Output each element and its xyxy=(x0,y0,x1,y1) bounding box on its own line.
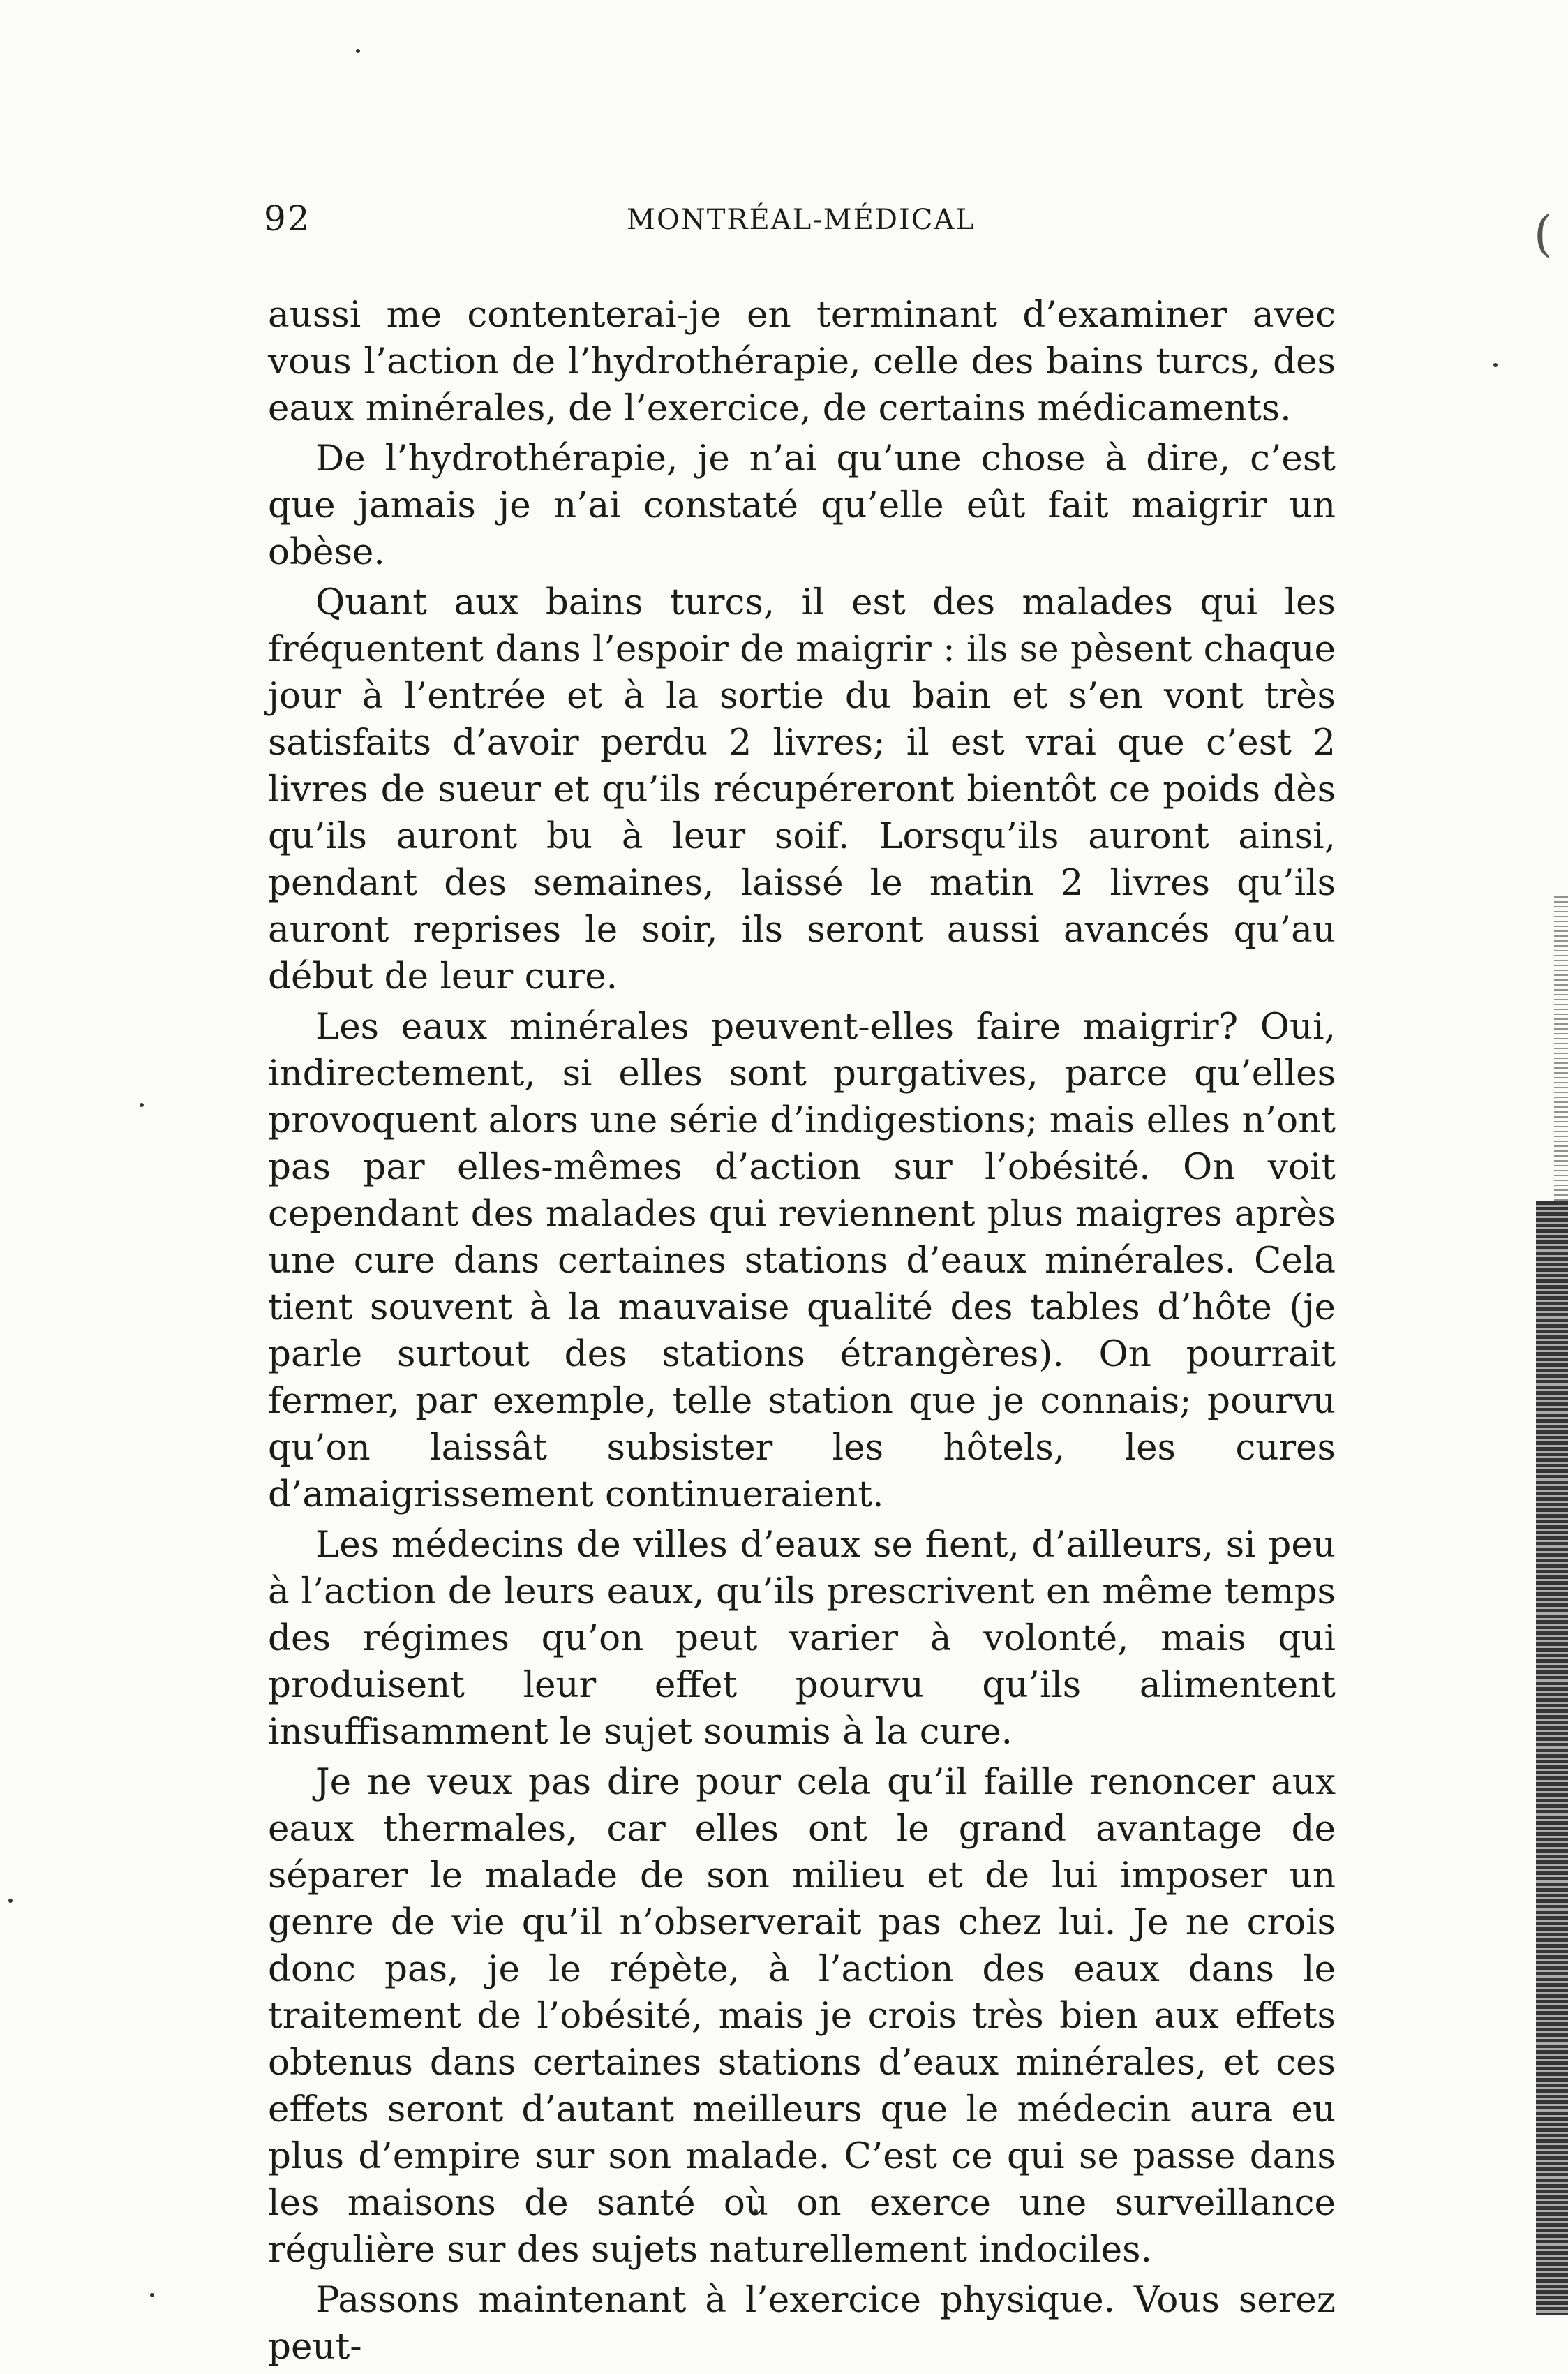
speck xyxy=(150,2293,154,2297)
speck xyxy=(1493,363,1498,367)
page-binding-edge-shadow xyxy=(1554,893,1568,1201)
journal-title: MONTRÉAL-MÉDICAL xyxy=(627,204,976,236)
body-text xyxy=(268,292,1336,2374)
paragraph: Les eaux minérales peuvent-elles faire maigrir? Oui, indirectement, si elles sont purgatives, parce qu’elles provoquent alors une série d’indigestions; mais elles n’ont pas par elles-mêmes d’action sur l’obésité. On voit cependant des malades qui reviennent plus maigres après une cure dans certaines stations d’eaux minérales. Cela tient souvent à la mauvaise qualité des tables d’hôte (je parle surtout des stations étrangères). On pourrait fermer, par exemple, telle station que je connais; pourvu qu’on laissât subsister les hôtels, les cures d’amaigrissement continueraient. xyxy=(268,1006,1336,1515)
speck xyxy=(356,49,360,53)
paragraph: Je ne veux pas dire pour cela qu’il faille renoncer aux eaux thermales, car elles ont le grand avantage de séparer le malade de son milieu et de lui imposer un genre de vie qu’il n’observerait pas chez lui. Je ne crois donc pas, je le répète, à l’action des eaux dans le traitement de l’obésité, mais je crois très bien aux effets obtenus dans certaines stations d’eaux minérales, et ces effets seront d’autant meilleurs que le médecin aura eu plus d’empire sur son malade. C’est ce qui se passe dans les maisons de santé où on exerce une surveillance régulière sur des sujets naturellement indociles. xyxy=(268,1761,1336,2271)
paragraph: Passons maintenant à l’exercice physique. Vous serez peut- xyxy=(268,2279,1336,2368)
paragraph: Les médecins de villes d’eaux se fient, d’ailleurs, si peu à l’action de leurs eaux, qu’ils prescrivent en même temps des régimes qu’on peut varier à volonté, mais qui produisent leur effet pourvu qu’ils alimentent insuffisamment le sujet soumis à la cure. xyxy=(268,1524,1336,1753)
page-number: 92 xyxy=(264,198,311,239)
paragraph: De l’hydrothérapie, je n’ai qu’une chose à dire, c’est que jamais je n’ai constaté qu’elle eût fait maigrir un obèse. xyxy=(268,438,1336,573)
speck xyxy=(8,1899,13,1903)
edge-mark-bracket: ( xyxy=(1533,205,1553,262)
speck xyxy=(140,1103,144,1107)
paragraph: Quant aux bains turcs, il est des malades qui les fréquentent dans l’espoir de maigrir : ils se pèsent chaque jour à l’entrée et à la sortie du bain et s’en vont très satisfaits d’avoir perdu 2 livres; il est vrai que c’est 2 livres de sueur et qu’ils récupéreront bientôt ce poids dès qu’ils auront bu à leur soif. Lorsqu’ils auront ainsi, pendant des semaines, laissé le matin 2 livres qu’ils auront reprises le soir, ils seront aussi avancés qu’au début de leur cure. xyxy=(268,581,1336,997)
page-binding-edge xyxy=(1536,1201,1568,2315)
paragraph: aussi me contenterai-je en terminant d’examiner avec vous l’action de l’hydrothérapie, celle des bains turcs, des eaux minérales, de l’exercice, de certains médicaments. xyxy=(268,294,1336,429)
running-head xyxy=(264,198,1345,247)
